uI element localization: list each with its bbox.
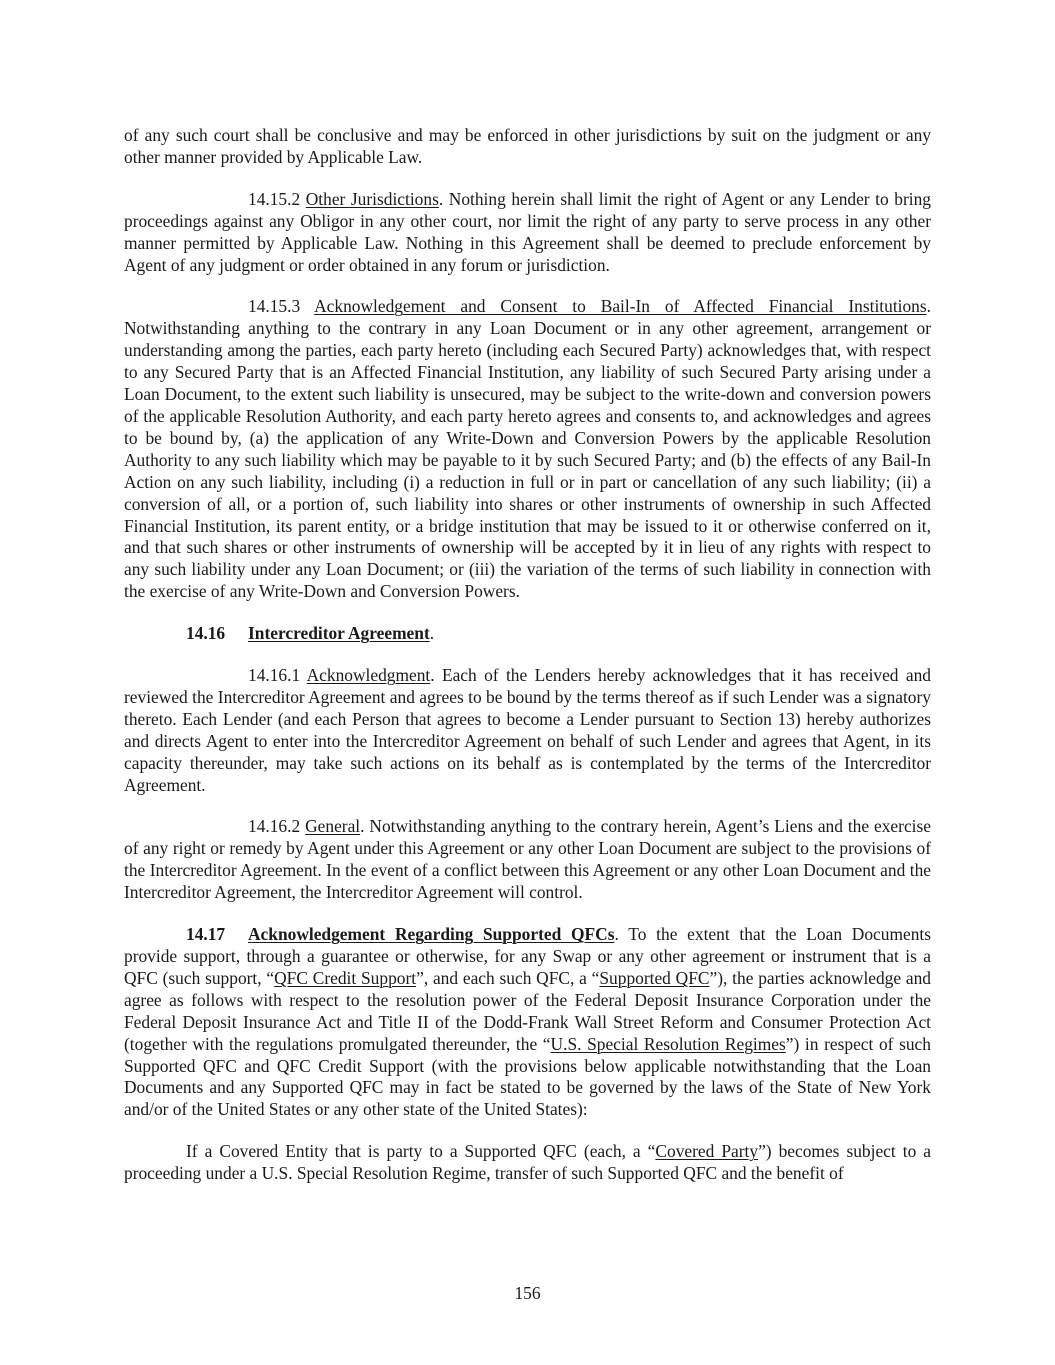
defined-term-covered-party: Covered Party <box>655 1141 759 1162</box>
section-body: . Each of the Lenders hereby acknowledges that it has received and reviewed the Intercreditor Agreement and agrees to be bound by the terms thereof as if such Lender was a signatory thereto. Each Lender (and each Person that agrees to become a Lender pursuant to Section 13) hereby authorizes and directs Agent to enter into the Intercreditor Agreement on behalf of such Lender and agrees that Agent, in its capacity thereunder, may take such actions on its behalf as is contemplated by the terms of the Intercreditor Agreement. <box>124 665 931 795</box>
paragraph-text: If a Covered Entity that is party to a Supported QFC (each, a “ <box>186 1141 656 1162</box>
section-text: ”, and each such QFC, a “ <box>416 967 600 988</box>
section-number: 14.16 <box>186 623 226 644</box>
section-body: . Nothing herein shall limit the right of Agent or any Lender to bring proceedings against any Obligor in any other court, nor limit the right of any party to serve process in any other manner permitted by Applicable Law. Nothing in this Agreement shall be deemed to preclude enforcement by Agent of any judgment or order obtained in any forum or jurisdiction. <box>124 188 931 275</box>
section-title: Acknowledgment <box>306 665 431 686</box>
section-text: ”), the parties acknowledge and agree as follows with respect to the resolution power of the Federal Deposit Insurance Corporation under the Federal Deposit Insurance Act and Title II of the Dodd-Frank Wall Street Reform and Consumer Protection Act (together with the regulations promulgated thereunder, the “ <box>124 967 932 1054</box>
section-number: 14.15.3 <box>248 296 301 317</box>
section-14-16-heading <box>186 623 931 645</box>
page-number: 156 <box>514 1283 541 1303</box>
section-title: Intercreditor Agreement <box>248 623 430 644</box>
defined-term-supported-qfc: Supported QFC <box>599 967 710 988</box>
section-number: 14.16.1 <box>248 665 301 686</box>
section-title: Acknowledgement Regarding Supported QFCs <box>248 924 615 945</box>
section-14-16-1 <box>124 665 931 796</box>
section-title: Acknowledgement and Consent to Bail-In of Affected Financial Institutions <box>314 296 927 317</box>
section-body: . Notwithstanding anything to the contrary herein, Agent’s Liens and the exercise of any right or remedy by Agent under this Agreement or any other Loan Document are subject to the provisions of the Intercreditor Agreement. In the event of a conflict between this Agreement or any other Loan Document and the Intercreditor Agreement, the Intercreditor Agreement will control. <box>124 816 931 903</box>
section-text: ”) in respect of such Supported QFC and QFC Credit Support (with the provisions below applicable notwithstanding that the Loan Documents and any Supported QFC may in fact be stated to be governed by the laws of the State of New York and/or of the United States or any other state of the United States): <box>124 1033 931 1120</box>
defined-term-us-special-resolution-regimes: U.S. Special Resolution Regimes <box>550 1033 786 1054</box>
section-title: General <box>305 816 361 837</box>
paragraph-covered-party <box>124 1141 931 1185</box>
section-number: 14.17 <box>186 924 226 945</box>
defined-term-qfc-credit-support: QFC Credit Support <box>274 967 417 988</box>
section-title: Other Jurisdictions <box>305 188 439 209</box>
section-text: . To the extent that the Loan Documents provide support, through a guarantee or otherwise, for any Swap or any other agreement or instrument that is a QFC (such support, “ <box>124 924 931 988</box>
section-number: 14.15.2 <box>248 188 301 209</box>
section-14-15-3 <box>124 296 931 603</box>
section-14-15-2 <box>124 189 931 277</box>
section-14-16-2 <box>124 816 931 904</box>
paragraph-text: ”) becomes subject to a proceeding under a U.S. Special Resolution Regime, transfer of such Supported QFC and the benefit of <box>124 1141 932 1184</box>
section-end: . <box>429 623 435 644</box>
paragraph-continuation: of any such court shall be conclusive and may be enforced in other jurisdictions by suit on the judgment or any other manner provided by Applicable Law. <box>124 125 931 167</box>
section-body: . Notwithstanding anything to the contrary in any Loan Document or in any other agreement, arrangement or understanding among the parties, each party hereto (including each Secured Party) acknowledges that, with respect to any Secured Party that is an Affected Financial Institution, any liability of such Secured Party arising under a Loan Document, to the extent such liability is unsecured, may be subject to the write-down and conversion powers of the applicable Resolution Authority, and each party hereto agrees and consents to, and acknowledges and agrees to be bound by, (a) the application of any Write-Down and Conversion Powers by the applicable Resolution Authority to any such liability which may be payable to it by such Secured Party; and (b) the effects of any Bail-In Action on any such liability, including (i) a reduction in full or in part or cancellation of any such liability; (ii) a conversion of all, or a portion of, such liability into shares or other instruments of ownership in such Affected Financial Institution, its parent entity, or a bridge institution that may be issued to it or otherwise conferred on it, and that such shares or other instruments of ownership will be accepted by it in lieu of any rights with respect to any such liability under any Loan Document; or (iii) the variation of the terms of such liability in connection with the exercise of any Write-Down and Conversion Powers. <box>124 296 931 602</box>
document-page <box>124 125 931 1185</box>
section-14-17 <box>124 924 931 1121</box>
section-number: 14.16.2 <box>248 816 301 837</box>
